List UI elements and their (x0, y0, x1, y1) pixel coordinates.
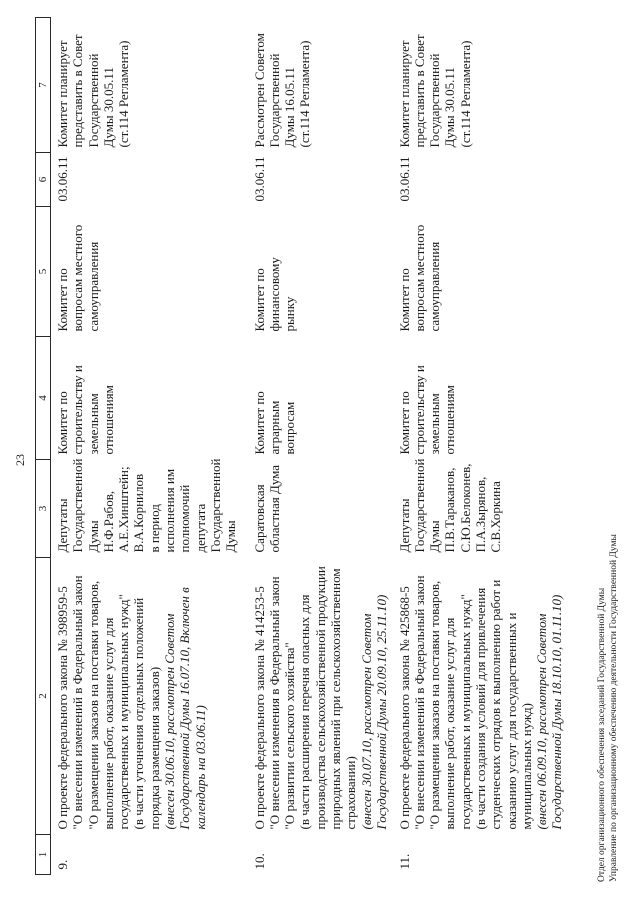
date-cell: 03.06.11 (396, 156, 412, 202)
initiator-line: в период (146, 504, 162, 553)
status-cell (393, 18, 571, 153)
status-line: Думы 16.05.11 (282, 67, 298, 148)
initiator-line: Государственной (207, 458, 223, 553)
status-line: Думы 30.05.11 (442, 67, 458, 148)
committee-cell (393, 337, 571, 460)
co-committee-line: финансовому (266, 257, 282, 332)
row-number: 9. (55, 859, 70, 870)
bill-title-line: выполнение работ, оказание услуг для (442, 617, 458, 830)
bill-title-line: О проекте федерального закона № 425868-5 (396, 586, 412, 830)
column-number-header: 3 (36, 460, 51, 558)
co-committee-text (397, 207, 443, 332)
bill-title-line: "О развитии сельского хозяйства" (282, 642, 298, 830)
bill-note (359, 558, 390, 830)
co-committee-line: самоуправления (427, 241, 443, 332)
row-number: 11. (396, 853, 412, 870)
table-row (248, 18, 393, 875)
date-cell: 03.06.11 (55, 156, 70, 202)
committee-text (55, 337, 116, 455)
initiator-text (55, 460, 239, 553)
committee-line: Комитет по (396, 391, 412, 455)
committee-line: вопросам (282, 401, 298, 455)
bill-note-line: Государственной Думы 18.10.10, 01.11.10) (549, 594, 565, 830)
committee-line: строительству и (411, 365, 427, 455)
initiator-line: Думы (223, 520, 239, 553)
co-committee-line: Комитет по (251, 268, 267, 332)
co-committee-line: вопросам местного (70, 224, 86, 332)
committee-text (397, 337, 458, 455)
bill-title-line: государственных и муниципальных нужд" (457, 594, 473, 830)
status-line: (ст.114 Регламента) (297, 40, 313, 148)
committee-line: аграрным (266, 400, 282, 455)
initiator-line: С.В.Хоркина (488, 481, 504, 553)
co-committee-text (252, 207, 298, 332)
status-line: Государственной (85, 53, 101, 148)
committee-line: Комитет по (55, 391, 70, 455)
status-line: Комитет планирует (396, 40, 412, 148)
status-line: Государственной (266, 53, 282, 148)
bill-title-line: государственных и муниципальных нужд" (116, 594, 132, 830)
status-line: Комитет планирует (55, 40, 70, 148)
status-cell (248, 18, 393, 153)
bill-title-line: "О внесении изменений в Федеральный закон (70, 575, 86, 830)
bill-note-line: Государственной Думы 16.07.10, Включен в (177, 587, 193, 830)
bill-title-line: (в части расширения перечня опасных для (297, 594, 313, 830)
initiator-line: полномочий (177, 484, 193, 553)
committee-cell (248, 337, 393, 460)
bill-title-line: муниципальных нужд) (518, 703, 534, 830)
initiator-line: областная Дума (266, 464, 282, 553)
status-text (397, 18, 473, 148)
column-number-header: 6 (36, 153, 51, 207)
bill-title-line: природных явлений при сельскохозяйственном (327, 568, 343, 830)
date-cell: 03.06.11 (251, 156, 267, 202)
status-line: (ст.114 Регламента) (457, 40, 473, 148)
initiator-cell (51, 460, 248, 558)
initiator-line: П.А.Зырянов, (472, 476, 488, 553)
bill-note-line: (внесен 30.06.10, рассмотрен Советом (162, 613, 178, 830)
initiator-line: П.В.Тараканов, (442, 467, 458, 553)
status-line: Рассмотрен Советом (251, 33, 267, 148)
table-row (51, 18, 248, 875)
bill-title-line: О проекте федерального закона № 414253-5 (251, 586, 267, 830)
bill-cell (248, 558, 393, 835)
co-committee-line: вопросам местного (411, 224, 427, 332)
table-row (393, 18, 571, 875)
initiator-line: Саратовская (251, 484, 267, 553)
column-number-header: 7 (36, 18, 51, 153)
bill-title-line: порядка размещения заказов) (146, 666, 162, 830)
bill-title-line: производства сельскохозяйственной продукции (312, 566, 328, 830)
co-committee-line: Комитет по (396, 268, 412, 332)
register-table (35, 17, 571, 875)
status-text (252, 18, 313, 148)
co-committee-line: самоуправления (85, 241, 101, 332)
page-number: 23 (13, 454, 27, 466)
footer (597, 534, 620, 882)
committee-line: земельным (427, 393, 443, 455)
status-line: Думы 30.05.11 (100, 67, 116, 148)
committee-line: земельным (85, 393, 101, 455)
bill-title (55, 558, 162, 830)
row-number: 10. (251, 853, 267, 870)
initiator-line: Государственной (70, 458, 86, 553)
bill-cell (393, 558, 571, 835)
bill-title-line: студенческих отрядов к выполнению работ и (488, 579, 504, 830)
column-number-header: 5 (36, 207, 51, 337)
status-line: (ст.114 Регламента) (116, 40, 132, 148)
co-committee-line: Комитет по (55, 268, 70, 332)
initiator-line: исполнения им (162, 468, 178, 553)
initiator-line: депутата (192, 503, 208, 553)
bill-note (162, 558, 208, 830)
bill-title-line: "О размещении заказов на поставки товаров, (427, 580, 443, 830)
bill-title-line: "О внесении изменений в Федеральный закон (411, 575, 427, 830)
committee-line: строительству и (70, 365, 86, 455)
bill-note-line: (внесен 30.07.10, рассмотрен Советом (358, 613, 374, 830)
bill-title-line: (в части уточнения отдельных положений (131, 597, 147, 830)
co-committee-text (55, 207, 101, 332)
bill-note-line: (внесен 06.09.10, рассмотрен Советом (534, 613, 550, 830)
co-committee-cell (248, 207, 393, 337)
initiator-line: Депутаты (55, 498, 70, 553)
bill-cell (51, 558, 248, 835)
column-number-header: 2 (36, 558, 51, 835)
initiator-line: А.Е.Хинштейн; (116, 466, 132, 553)
footer-line: Отдел организационного обеспечения заседаний Государственной Думы (597, 587, 607, 882)
initiator-text (252, 460, 283, 553)
column-number-header: 1 (36, 835, 51, 875)
initiator-line: Думы (427, 520, 443, 553)
column-number-row (36, 18, 51, 875)
bill-title (397, 558, 535, 830)
initiator-line: Государственной (411, 458, 427, 553)
initiator-line: С.Ю.Белоконев, (457, 463, 473, 553)
bill-note (534, 558, 565, 830)
bill-title-line: О проекте федерального закона № 398959-5 (55, 586, 70, 830)
bill-title-line: выполнение работ, оказание услуг для (100, 617, 116, 830)
initiator-line: В.А.Корнилов (131, 473, 147, 553)
bill-title (252, 558, 359, 830)
bill-title-line: "О внесении изменения в Федеральный закон (266, 576, 282, 830)
footer-line: Управление по организационному обеспечению деятельности Государственной Думы (608, 534, 619, 882)
initiator-cell (393, 460, 571, 558)
status-cell (51, 18, 248, 153)
bill-note-line: Государственной Думы 20.09.10, 25.11.10) (373, 594, 389, 830)
initiator-text (397, 460, 504, 553)
bill-title-line: страховании) (343, 756, 359, 830)
initiator-line: Думы (85, 520, 101, 553)
bill-title-line: оказанию услуг для государственных и (503, 612, 519, 830)
committee-text (252, 337, 298, 455)
status-line: представить в Совет (411, 34, 427, 148)
initiator-line: Н.Ф.Рабов, (100, 490, 116, 553)
initiator-line: Депутаты (396, 498, 412, 553)
committee-line: отношениям (442, 385, 458, 455)
bill-title-line: "О размещении заказов на поставки товаров, (85, 580, 101, 830)
status-text (55, 18, 131, 148)
committee-line: отношениям (100, 385, 116, 455)
co-committee-cell (393, 207, 571, 337)
initiator-cell (248, 460, 393, 558)
committee-line: Комитет по (251, 391, 267, 455)
status-line: Государственной (427, 53, 443, 148)
bill-note-line: календарь на 03.06.11) (192, 705, 208, 830)
column-number-header: 4 (36, 337, 51, 460)
co-committee-line: рынку (282, 296, 298, 332)
co-committee-cell (51, 207, 248, 337)
committee-cell (51, 337, 248, 460)
status-line: представить в Совет (70, 34, 86, 148)
bill-title-line: (в части создания условий для привлечения (472, 587, 488, 830)
